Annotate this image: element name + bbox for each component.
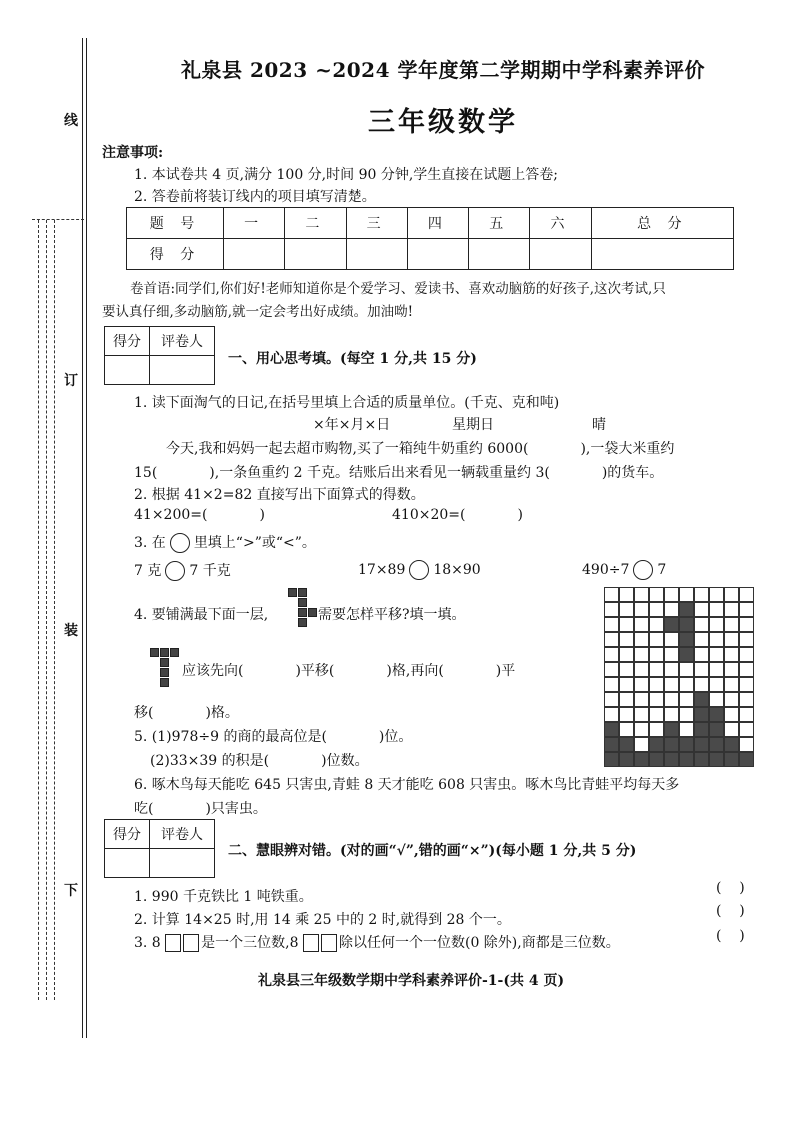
grader-input[interactable]	[150, 356, 215, 385]
q5-text: )位。	[378, 729, 413, 745]
grid-cell	[724, 737, 739, 752]
grid-cell	[739, 662, 754, 677]
q1-date: ×年×月×日	[313, 417, 391, 433]
grid-cell	[649, 737, 664, 752]
grader-input[interactable]	[105, 356, 150, 385]
q1-line1	[166, 438, 674, 458]
q6-line1: 6. 啄木鸟每天能吃 645 只害虫,青蛙 8 天才能吃 608 只害虫。啄木鸟比青蛙平均每天多	[134, 777, 680, 793]
grid-cell	[619, 647, 634, 662]
grid-cell	[664, 587, 679, 602]
score-cell: 得 分	[127, 239, 224, 270]
grid-cell	[619, 692, 634, 707]
grid-cell	[649, 722, 664, 737]
grader-input[interactable]	[150, 849, 215, 878]
grid-cell	[724, 647, 739, 662]
q1-text: )的货车。	[601, 465, 664, 481]
q5-text: 5. (1)978÷9 的商的最高位是(	[134, 729, 327, 745]
answer-paren[interactable]: ( )	[716, 928, 745, 944]
score-cell: 二	[285, 208, 346, 239]
grid-cell	[724, 587, 739, 602]
preface-line-1: 卷首语:同学们,你们好!老师知道你是个爱学习、爱读书、喜欢动脑筋的好孩子,这次考试,只	[130, 281, 666, 297]
grid-cell	[634, 647, 649, 662]
compare-circle-input[interactable]	[165, 561, 185, 581]
grid-cell	[664, 752, 679, 767]
answer-paren[interactable]: ( )	[716, 880, 745, 896]
grid-cell	[634, 737, 649, 752]
q2-text: )	[259, 507, 265, 523]
grid-cell	[634, 587, 649, 602]
grid-cell	[634, 617, 649, 632]
score-input-cell[interactable]	[224, 239, 285, 270]
grid-cell	[604, 692, 619, 707]
q4-text: 应该先向(	[182, 663, 244, 679]
grid-cell	[634, 662, 649, 677]
answer-paren[interactable]: ( )	[716, 903, 745, 919]
grid-cell	[694, 632, 709, 647]
grid-cell	[679, 722, 694, 737]
grid-cell	[664, 662, 679, 677]
exam-title: 礼泉县 2023 ~2024 学年度第二学期期中学科素养评价	[181, 58, 705, 82]
grid-cell	[679, 632, 694, 647]
grid-cell	[679, 662, 694, 677]
grid-cell	[619, 752, 634, 767]
s2-q2: 2. 计算 14×25 时,用 14 乘 25 中的 2 时,就得到 28 个一。	[134, 912, 511, 928]
grid-cell	[604, 632, 619, 647]
grid-cell	[649, 662, 664, 677]
q4-text: )格。	[205, 705, 239, 721]
grid-cell	[634, 602, 649, 617]
grid-cell	[619, 737, 634, 752]
grader-label: 评卷人	[150, 820, 215, 849]
score-input-cell[interactable]	[285, 239, 346, 270]
grid-cell	[664, 647, 679, 662]
q5-b	[150, 750, 369, 770]
grid-cell	[739, 722, 754, 737]
grid-cell	[679, 737, 694, 752]
digit-box[interactable]	[165, 934, 181, 952]
q1-text: 今天,我和妈妈一起去超市购物,买了一箱纯牛奶重约 6000(	[166, 441, 529, 457]
grid-cell	[709, 632, 724, 647]
grid-cell	[709, 662, 724, 677]
grader-label: 得分	[105, 327, 150, 356]
grid-cell	[694, 677, 709, 692]
q3-text: 7	[657, 562, 667, 578]
grid-cell	[739, 602, 754, 617]
grid-cell	[709, 587, 724, 602]
grid-cell	[694, 722, 709, 737]
grid-cell	[679, 707, 694, 722]
grid-cell	[739, 587, 754, 602]
grid-cell	[739, 692, 754, 707]
grader-input[interactable]	[105, 849, 150, 878]
grid-cell	[679, 617, 694, 632]
s2-text: 3. 8	[134, 935, 161, 951]
q1-stem: 1. 读下面淘气的日记,在括号里填上合适的质量单位。(千克、克和吨)	[134, 395, 560, 411]
grid-cell	[649, 617, 664, 632]
grid-cell	[709, 722, 724, 737]
grid-cell	[619, 662, 634, 677]
grid-cell	[604, 737, 619, 752]
grid-cell	[679, 692, 694, 707]
grid-cell	[739, 677, 754, 692]
score-input-cell[interactable]	[469, 239, 530, 270]
grid-cell	[649, 692, 664, 707]
grid-cell	[694, 662, 709, 677]
grid-cell	[604, 722, 619, 737]
grid-cell	[649, 602, 664, 617]
grid-cell	[694, 647, 709, 662]
q5-text: )位数。	[321, 753, 369, 769]
grid-cell	[709, 617, 724, 632]
grid-cell	[739, 752, 754, 767]
dashed-line-3	[54, 220, 55, 1000]
grid-cell	[649, 677, 664, 692]
page-footer: 礼泉县三年级数学期中学科素养评价-1-(共 4 页)	[258, 973, 565, 989]
compare-circle	[170, 533, 190, 553]
q1-text: ),一条鱼重约 2 千克。结账后出来看见一辆载重量约 3(	[209, 465, 550, 481]
grid-cell	[634, 677, 649, 692]
q2-text: 41×200=(	[134, 507, 208, 523]
q2-text: )	[517, 507, 523, 523]
grid-cell	[619, 617, 634, 632]
grid-cell	[649, 752, 664, 767]
grid-cell	[709, 692, 724, 707]
grid-cell	[694, 707, 709, 722]
grader-box-2	[104, 819, 215, 878]
q3-text: 7 克	[134, 563, 162, 579]
dashed-line-1	[38, 220, 39, 1000]
grid-cell	[649, 632, 664, 647]
q3-text: 490÷7	[582, 562, 630, 578]
grid-cell	[724, 662, 739, 677]
tetromino-icon	[288, 588, 318, 634]
binding-line-outer	[86, 38, 87, 1038]
q4-line2	[134, 702, 239, 722]
preface-line-2: 要认真仔细,多动脑筋,就一定会考出好成绩。加油呦!	[102, 304, 414, 320]
score-cell: 题 号	[127, 208, 224, 239]
q3-text: 18×90	[433, 562, 481, 578]
grid-cell	[679, 587, 694, 602]
grid-cell	[604, 752, 619, 767]
q4-line1	[182, 660, 515, 680]
grid-cell	[634, 707, 649, 722]
grid-cell	[739, 707, 754, 722]
grid-cell	[724, 677, 739, 692]
q3-text: 17×89	[358, 562, 406, 578]
grid-cell	[724, 602, 739, 617]
q3-stem	[134, 532, 316, 553]
grader-box-1	[104, 326, 215, 385]
grid-cell	[664, 632, 679, 647]
q3-text: 3. 在	[134, 535, 166, 551]
notice-item-1: 1. 本试卷共 4 页,满分 100 分,时间 90 分钟,学生直接在试题上答卷;	[134, 167, 559, 183]
binding-line-inner	[82, 38, 83, 1038]
grid-cell	[664, 707, 679, 722]
binding-connector	[32, 219, 84, 220]
binding-char-xian: 线	[64, 113, 78, 129]
score-table-header-row	[127, 208, 734, 239]
grid-cell	[664, 692, 679, 707]
q2-a	[134, 507, 265, 523]
q4-text: 移(	[134, 705, 154, 721]
grader-label: 得分	[105, 820, 150, 849]
grid-cell	[604, 662, 619, 677]
binding-char-ding: 订	[64, 373, 78, 389]
grid-cell	[604, 647, 619, 662]
score-input-cell[interactable]	[346, 239, 407, 270]
q3-text: 7 千克	[189, 563, 231, 579]
grid-cell	[664, 617, 679, 632]
grid-cell	[724, 692, 739, 707]
grid-cell	[694, 602, 709, 617]
grid-cell	[619, 602, 634, 617]
grid-cell	[739, 737, 754, 752]
compare-circle-input[interactable]	[633, 560, 653, 580]
grid-cell	[724, 722, 739, 737]
score-cell: 四	[407, 208, 468, 239]
s2-text: 除以任何一个一位数(0 除外),商都是三位数。	[338, 935, 620, 951]
grid-cell	[739, 632, 754, 647]
digit-box[interactable]	[321, 934, 337, 952]
q3-b	[358, 560, 481, 580]
q4-stem-b: 需要怎样平移?填一填。	[318, 607, 466, 623]
grid-cell	[619, 587, 634, 602]
notice-heading: 注意事项:	[102, 145, 164, 161]
grid-cell	[709, 707, 724, 722]
grid-cell	[724, 707, 739, 722]
grader-label: 评卷人	[150, 327, 215, 356]
q4-text: )平移(	[295, 663, 335, 679]
grid-cell	[649, 587, 664, 602]
grid-cell	[664, 722, 679, 737]
notice-item-2: 2. 答卷前将装订线内的项目填写清楚。	[134, 189, 376, 205]
s2-text: 是一个三位数,8	[201, 935, 299, 951]
digit-box[interactable]	[183, 934, 199, 952]
grid-cell	[724, 632, 739, 647]
score-table	[126, 207, 734, 270]
grid-cell	[739, 617, 754, 632]
s2-q3	[134, 932, 620, 952]
grid-cell	[634, 722, 649, 737]
binding-char-xia: 下	[64, 883, 78, 899]
grid-cell	[694, 587, 709, 602]
dashed-line-2	[46, 220, 47, 1000]
grid-cell	[604, 617, 619, 632]
q1-weather: 晴	[592, 417, 606, 433]
q2-text: 410×20=(	[392, 507, 466, 523]
grid-cell	[679, 677, 694, 692]
q5-a	[134, 726, 412, 746]
score-input-cell[interactable]	[407, 239, 468, 270]
grid-cell	[634, 752, 649, 767]
grid-cell	[604, 587, 619, 602]
grid-cell	[709, 602, 724, 617]
q1-text: 15(	[134, 465, 158, 481]
section2-title: 二、慧眼辨对错。(对的画“√”,错的画“×”)(每小题 1 分,共 5 分)	[228, 843, 637, 859]
grid-cell	[604, 707, 619, 722]
q6-text: )只害虫。	[205, 801, 267, 817]
grid-cell	[649, 647, 664, 662]
grid-cell	[604, 602, 619, 617]
q5-text: (2)33×39 的积是(	[150, 753, 270, 769]
score-input-cell[interactable]	[591, 239, 733, 270]
compare-circle-input[interactable]	[409, 560, 429, 580]
q4-text: )平	[495, 663, 516, 679]
q4-text: )格,再向(	[386, 663, 444, 679]
grid-cell	[709, 647, 724, 662]
grid-cell	[694, 617, 709, 632]
grid-cell	[694, 737, 709, 752]
q4-stem-a: 4. 要铺满最下面一层,	[134, 607, 269, 623]
grid-cell	[709, 752, 724, 767]
score-input-cell[interactable]	[530, 239, 591, 270]
grid-cell	[739, 647, 754, 662]
q6-line2	[134, 798, 267, 818]
q2-stem: 2. 根据 41×2=82 直接写出下面算式的得数。	[134, 487, 425, 503]
grid-cell	[679, 602, 694, 617]
grid-cell	[604, 677, 619, 692]
grid-cell	[619, 632, 634, 647]
grid-cell	[709, 737, 724, 752]
q6-text: 吃(	[134, 801, 154, 817]
grid-cell	[649, 707, 664, 722]
grid-cell	[724, 752, 739, 767]
grid-cell	[679, 647, 694, 662]
grid-cell	[664, 737, 679, 752]
grid-cell	[694, 752, 709, 767]
q1-line2	[134, 462, 663, 482]
grid-cell	[709, 677, 724, 692]
q3-a	[134, 560, 231, 581]
q3-text: 里填上“>”或“<”。	[193, 535, 316, 551]
q3-c	[582, 560, 666, 580]
grid-cell	[619, 722, 634, 737]
tetromino-icon	[150, 648, 180, 694]
grid-cell	[619, 707, 634, 722]
exam-subtitle: 三年级数学	[368, 107, 518, 138]
grid-cell	[634, 632, 649, 647]
s2-q1: 1. 990 千克铁比 1 吨铁重。	[134, 889, 313, 905]
grid-cell	[634, 692, 649, 707]
grid-cell	[679, 752, 694, 767]
digit-box[interactable]	[303, 934, 319, 952]
grid-cell	[724, 617, 739, 632]
q2-b	[392, 507, 523, 523]
score-cell: 总 分	[591, 208, 733, 239]
grid-cell	[694, 692, 709, 707]
grid-cell	[619, 677, 634, 692]
q1-text: ),一袋大米重约	[580, 441, 675, 457]
score-cell: 五	[469, 208, 530, 239]
score-table-score-row	[127, 239, 734, 270]
section1-title: 一、用心思考填。(每空 1 分,共 15 分)	[228, 351, 477, 367]
q1-weekday: 星期日	[452, 417, 494, 433]
score-cell: 六	[530, 208, 591, 239]
score-cell: 一	[224, 208, 285, 239]
grid-cell	[664, 602, 679, 617]
binding-char-zhuang: 装	[64, 623, 78, 639]
grid-cell	[664, 677, 679, 692]
score-cell: 三	[346, 208, 407, 239]
tiling-grid	[604, 587, 754, 767]
